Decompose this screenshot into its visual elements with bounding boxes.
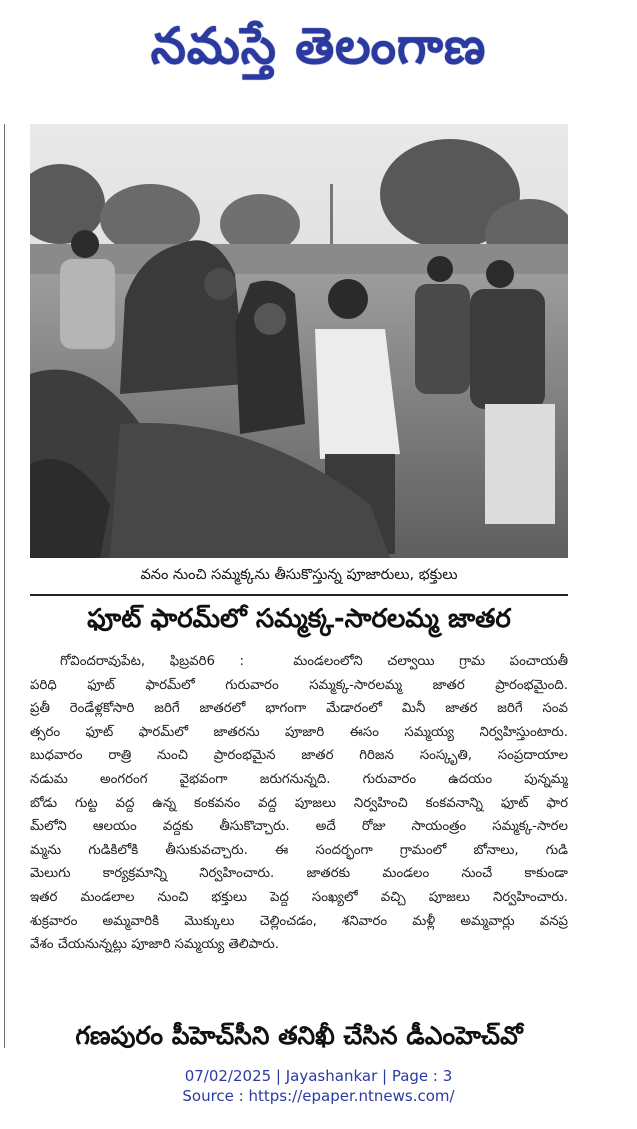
next-article-headline: గణపురం పీహెచ్‌సీని తనిఖీ చేసిన డీఎంహెచ్‌వో xyxy=(75,1021,523,1050)
article-line: మెలుగు కార్యక్రమాన్ని నిర్వహించారు. జాతరకు మండలం నుంచే కాకుండా xyxy=(30,866,568,882)
article-line: ఇతర మండలాల నుంచి భక్తులు పెద్ద సంఖ్యలో వచ్చి పూజలు నిర్వహించారు. xyxy=(30,889,568,905)
article-line: మ్‌లోని ఆలయం వద్దకు తీసుకొచ్చారు. అదే రోజు సాయంత్రం సమ్మక్క-సారల xyxy=(30,819,568,835)
article-line: నడుమ అంగరంగ వైభవంగా జరుగనున్నది. గురువారం ఉదయం పున్నమ్మ xyxy=(30,771,568,787)
article-line: మ్మను గుడికిలోకి తీసుకువచ్చారు. ఈ సందర్భంగా గ్రామంలో బోనాలు, గుడి xyxy=(30,842,568,858)
news-photo xyxy=(30,124,568,558)
article-line: వేశం చేయనున్నట్లు పూజారి సమ్మయ్య తెలిపారు. xyxy=(30,937,279,953)
article-line: త్సరం ఫూట్ ఫారమ్‌లో జాతరను పూజారి ఈసం సమ్మయ్య నిర్వహిస్తుంటారు. xyxy=(30,724,568,740)
article-line: పరిధి ఫూట్ ఫారమ్‌లో గురువారం సమ్మక్క-సారలమ్మ జాతర ప్రారంభమైంది. xyxy=(30,677,568,693)
article-line: బుధవారం రాత్రి నుంచి ప్రారంభమైన జాతర గిరిజన సంస్కృతి, సంప్రదాయాల xyxy=(30,748,568,764)
edition-info: 07/02/2025 | Jayashankar | Page : 3 xyxy=(184,1067,453,1085)
page-footer xyxy=(0,1066,637,1106)
article-line-text: మండలంలోని చల్వాయి గ్రామ పంచాయతీ xyxy=(293,654,568,669)
article-line xyxy=(30,650,568,674)
article-line: శుక్రవారం అమ్మవారికి మొక్కులు చెల్లించడం, శనివారం మళ్లీ అమ్మవార్లు వనప్ర xyxy=(30,913,568,929)
article-line: ప్రతీ రెండేళ్లకోసారి జరిగే జాతరలో భాగంగా మేడారంలో మినీ జాతర జరిగే సంవ xyxy=(30,701,568,717)
article-line: బోడు గుట్ట వద్ద ఉన్న కంకవనం వద్ద పూజలు నిర్వహించి కంకవనాన్ని ఫూట్ ఫార xyxy=(30,795,568,811)
source-link[interactable]: Source : https://epaper.ntnews.com/ xyxy=(182,1087,455,1105)
masthead-logo: నమస్తే తెలంగాణ xyxy=(150,16,487,75)
photo-caption: వనం నుంచి సమ్మక్కను తీసుకొస్తున్న పూజారులు, భక్తులు xyxy=(140,567,458,583)
column-rule xyxy=(4,124,5,1048)
article-body xyxy=(30,650,568,957)
photo-illustration xyxy=(30,124,568,558)
article-headline: ఫూట్ ఫారమ్‌లో సమ్మక్క-సారలమ్మ జాతర xyxy=(87,604,511,634)
article-dateline: గోవిందరావుపేట, ఫిబ్రవరి6 : xyxy=(60,654,244,669)
